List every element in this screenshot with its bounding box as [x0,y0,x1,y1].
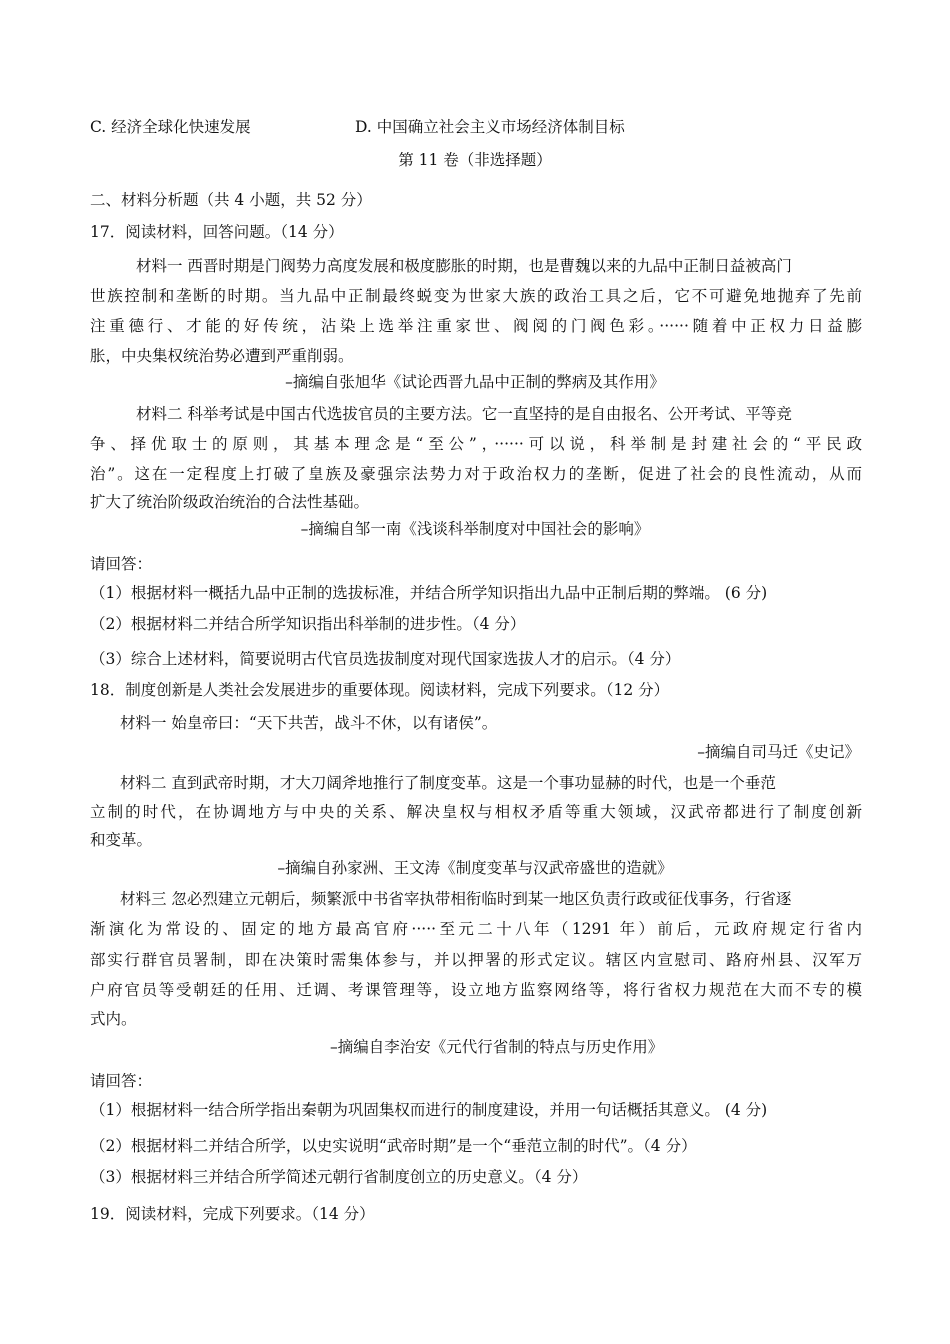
option-c: C. 经济全球化快速发展 [90,118,251,136]
q18-material1-source: –摘编自司马迁《史记》 [697,743,860,761]
q18-question-1: （1）根据材料一结合所学指出秦朝为巩固集权而进行的制度建设，并用一句话概括其意义。 (4 分) [90,1101,768,1119]
q17-material2-line: 材料二 科举考试是中国古代选拔官员的主要方法。它一直坚持的是自由报名、公开考试、平等竞 [136,405,792,423]
q18-material2-source: –摘编自孙家洲、王文涛《制度变革与汉武帝盛世的造就》 [277,859,673,877]
q17-material2-source: –摘编自邹一南《浅谈科举制度对中国社会的影响》 [300,520,650,538]
option-d: D. 中国确立社会主义市场经济体制目标 [355,118,625,136]
q18-material2-line: 立制的时代，在协调地方与中央的关系、解决皇权与相权矛盾等重大领域，汉武帝都进行了制度创新 [90,803,862,821]
q18-material3-line: 户府官员等受朝廷的任用、迁调、考课管理等，设立地方监察网络等，将行省权力规范在大而不专的模 [90,981,862,999]
q18-material3-line: 渐演化为常设的、固定的地方最高官府·····至元二十八年（1291 年）前后，元政府规定行省内 [90,920,862,938]
q17-title: 17．阅读材料，回答问题。（14 分） [90,223,344,241]
q18-title: 18．制度创新是人类社会发展进步的重要体现。阅读材料，完成下列要求。（12 分） [90,681,670,699]
q18-question-3: （3）根据材料三并结合所学简述元朝行省制度创立的历史意义。（4 分） [90,1168,588,1186]
q18-material2-line: 材料二 直到武帝时期，才大刀阔斧地推行了制度变革。这是一个事功显赫的时代，也是一个垂范 [120,774,776,792]
q17-material2-line: 扩大了统治阶级政治统治的合法性基础。 [90,493,370,511]
q18-question-2: （2）根据材料二并结合所学，以史实说明“武帝时期”是一个“垂范立制的时代”。（4 分） [90,1137,697,1155]
q17-prompt: 请回答： [90,555,153,573]
q17-material2-line: 争、择优取士的原则，其基本理念是“至公”，······可以说，科举制是封建社会的“平民政 [90,435,862,453]
q18-material3-line: 式内。 [90,1010,137,1028]
q18-material3-source: –摘编自李治安《元代行省制的特点与历史作用》 [330,1038,664,1056]
q17-material1-line: 材料一 西晋时期是门阀势力高度发展和极度膨胀的时期，也是曹魏以来的九品中正制日益被高门 [136,257,792,275]
q17-question-1: （1）根据材料一概括九品中正制的选拔标准，并结合所学知识指出九品中正制后期的弊端。 (6 分) [90,584,768,602]
q17-question-3: （3）综合上述材料，简要说明古代官员选拔制度对现代国家选拔人才的启示。（4 分） [90,650,681,668]
q18-material3-line: 部实行群官员署制，即在决策时需集体参与，并以押署的形式定议。辖区内宣慰司、路府州县、汉军万 [90,951,862,969]
q18-material2-line: 和变革。 [90,831,153,849]
volume-title: 第 11 卷（非选择题） [398,151,552,169]
q18-prompt: 请回答： [90,1072,153,1090]
q17-material1-source: –摘编自张旭华《试论西晋九品中正制的弊病及其作用》 [285,373,665,391]
q17-material2-line: 治”。这在一定程度上打破了皇族及豪强宗法势力对于政治权力的垄断，促进了社会的良性流动，从而 [90,465,862,483]
q17-material1-line: 世族控制和垄断的时期。当九品中正制最终蜕变为世家大族的政治工具之后，它不可避免地抛弃了先前 [90,287,862,305]
q17-material1-line: 胀，中央集权统治势必遭到严重削弱。 [90,347,354,365]
section-title: 二、材料分析题（共 4 小题，共 52 分） [90,191,372,209]
q19-title: 19．阅读材料，完成下列要求。（14 分） [90,1205,375,1223]
q18-material3-line: 材料三 忽必烈建立元朝后，频繁派中书省宰执带相衔临时到某一地区负责行政或征伐事务，行省逐 [120,890,792,908]
q17-material1-line: 注重德行、才能的好传统，沾染上选举注重家世、阀阅的门阀色彩。······随着中正权力日益膨 [90,317,862,335]
q17-question-2: （2）根据材料二并结合所学知识指出科举制的进步性。（4 分） [90,615,526,633]
q18-material1: 材料一 始皇帝曰：“天下共苦，战斗不休，以有诸侯”。 [120,714,498,732]
